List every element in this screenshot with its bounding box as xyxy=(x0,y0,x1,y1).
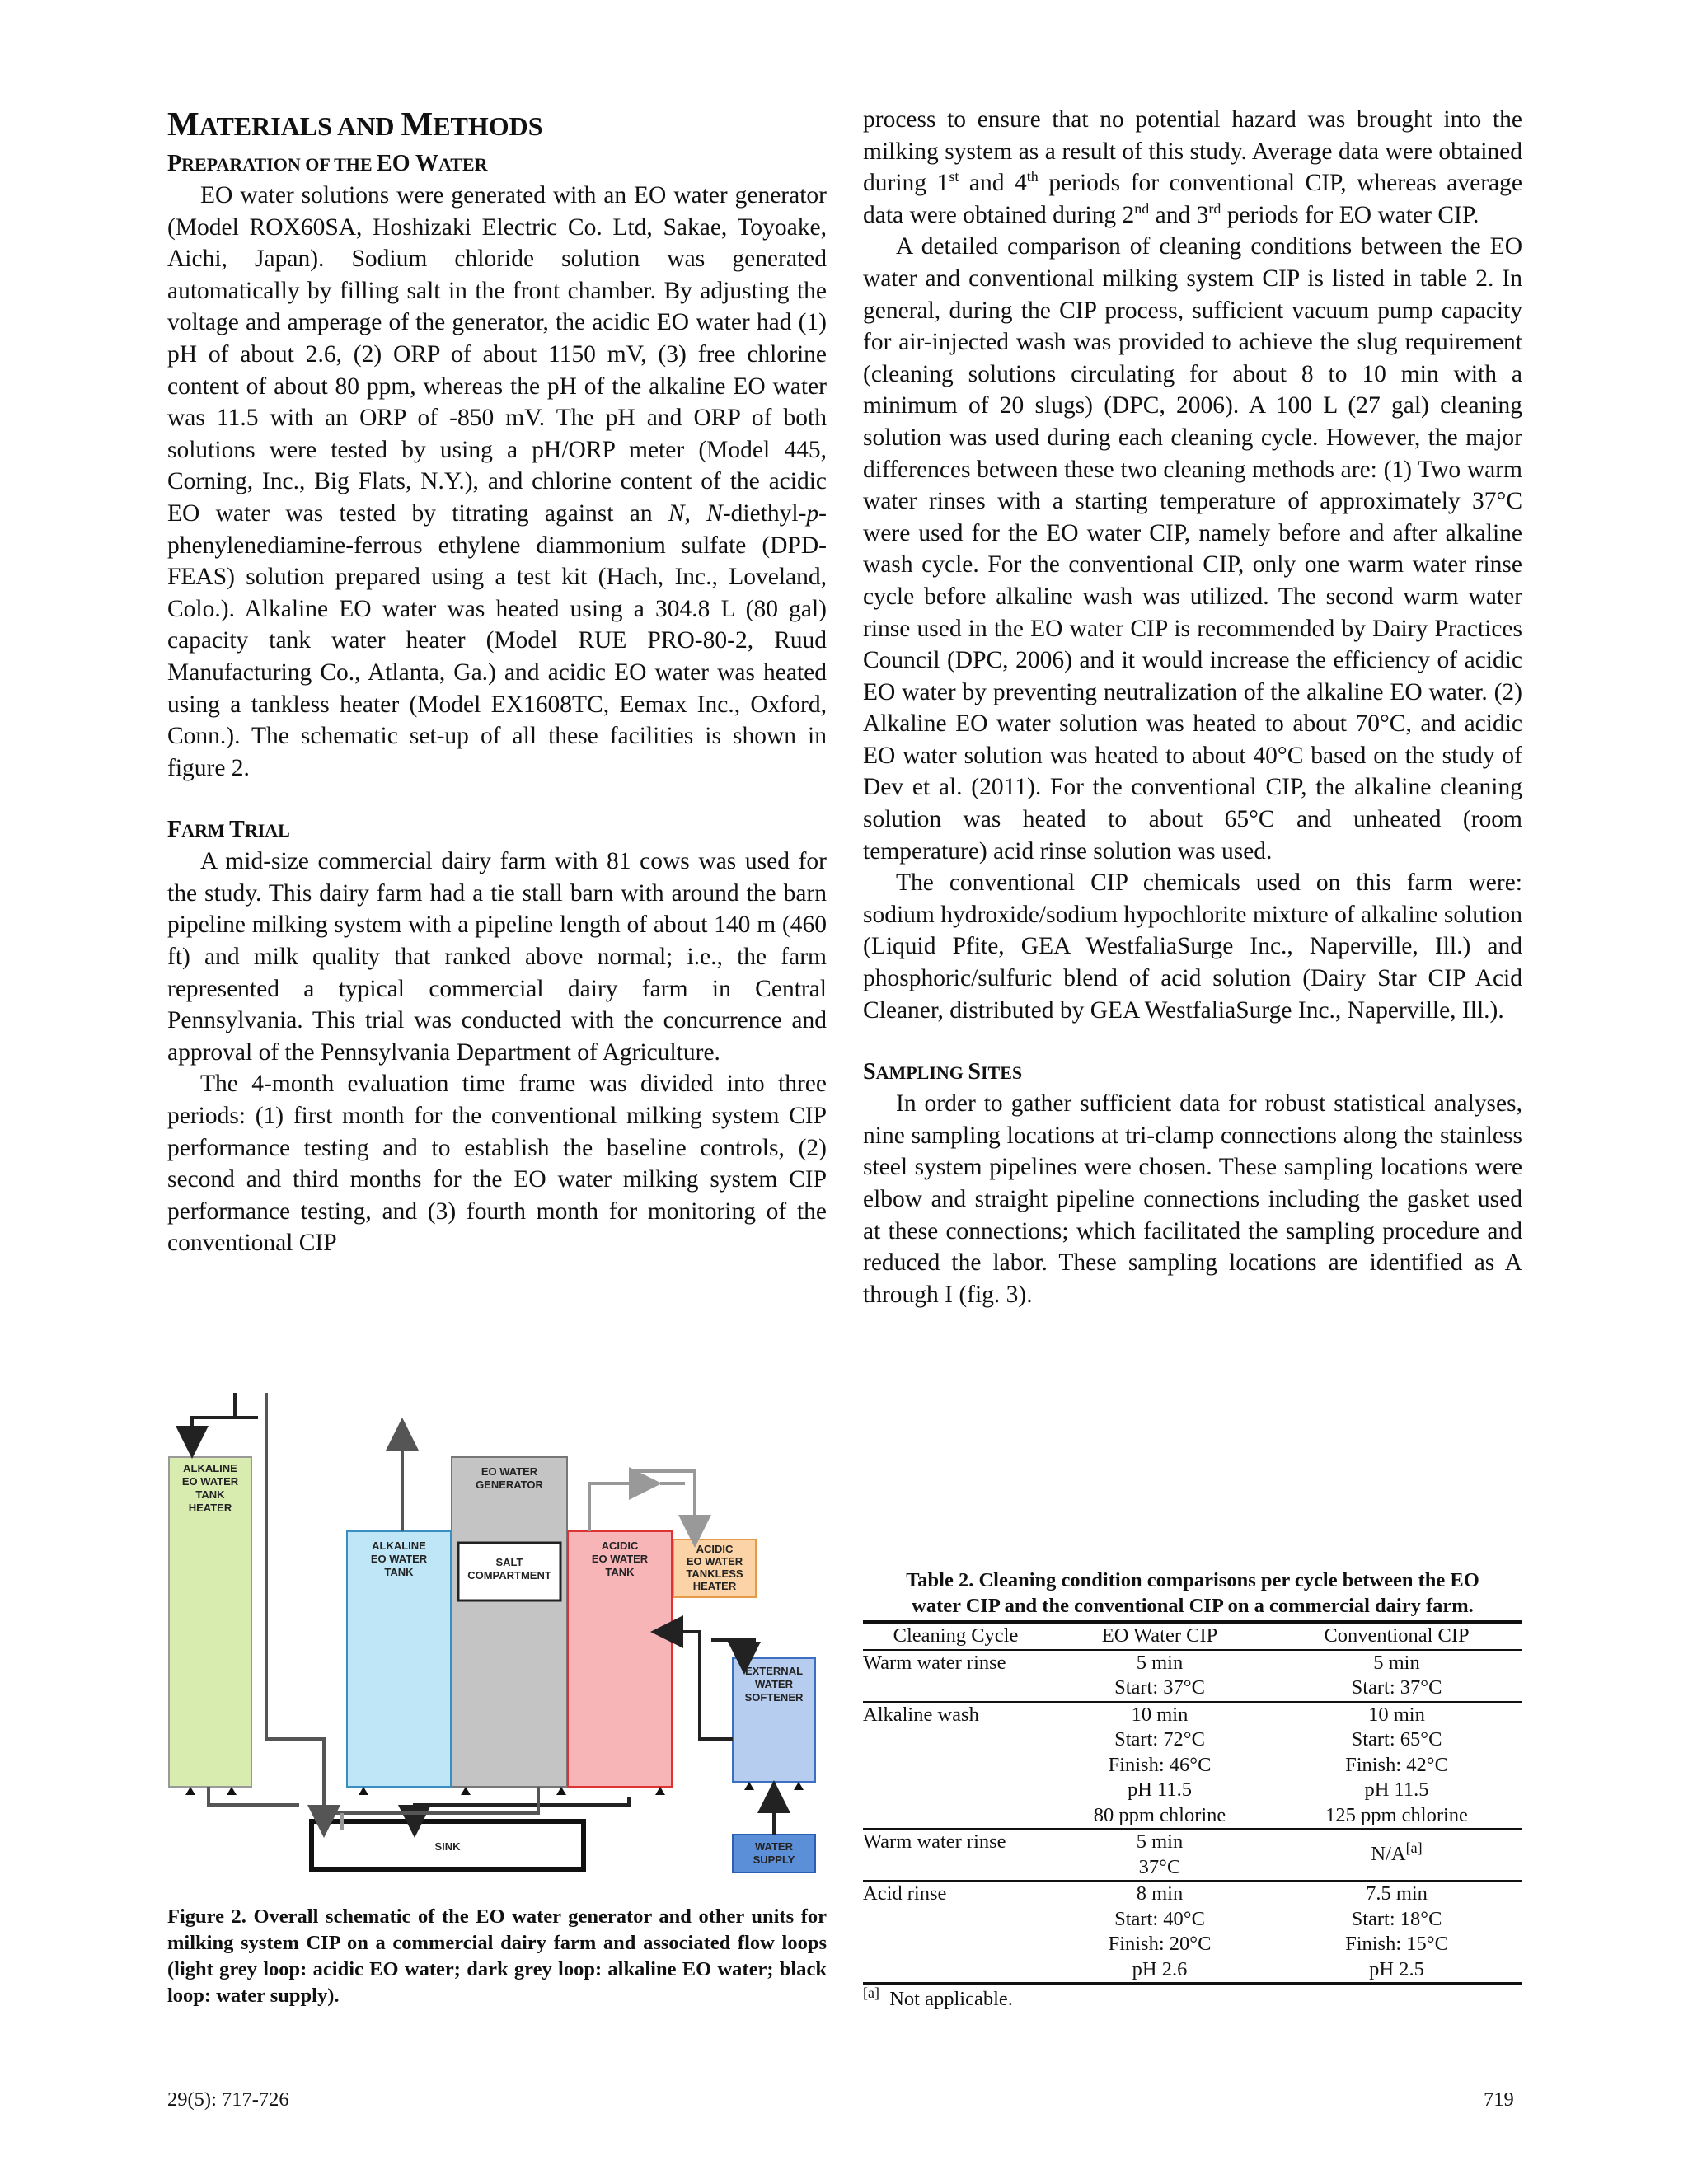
table-row: Alkaline wash 10 min Start: 72°C Finish: 46°C pH 11.5 80 ppm chlorine 10 min Start: 65°C Finish: 42°C pH 11.5 125 ppm chlorine xyxy=(863,1702,1522,1830)
svg-text:ACIDIC: ACIDIC xyxy=(601,1540,639,1552)
svg-text:SALT: SALT xyxy=(495,1556,523,1568)
svg-text:ACIDIC: ACIDIC xyxy=(696,1543,734,1555)
svg-text:SINK: SINK xyxy=(434,1840,461,1853)
paragraph-farm-trial: A mid-size commercial dairy farm with 81 cows was used for the study. This dairy farm had a tie stall barn with around the barn pipeline milking system with a pipeline length of about 140 m (460 ft) and milk quality that ranked above normal; i.e., the farm represented a typical commercial dairy farm in Central Pennsylvania. This trial was conducted with the concurrence and approval of the Pennsylvania Department of Agriculture. xyxy=(167,848,827,1066)
paragraph-eo-water: EO water solutions were generated with an EO water generator (Model ROX60SA, Hoshizaki Electric Co. Ltd, Sakae, Toyoake, Aichi, Japan). Sodium chloride solution was generated automatically by filling salt in the front chamber. By adjusting the voltage and amperage of the generator, the acidic EO water had (1) pH of about 2.6, (2) ORP of about 1150 mV, (3) free chlorine content of about 80 ppm, whereas the pH of the alkaline EO water was 11.5 with an ORP of -850 mV. The pH and ORP of both solutions were tested by using a pH/ORP meter (Model 445, Corning, Inc., Big Flats, N.Y.), and chlorine content of the acidic EO water was tested by titrating against an N, N-diethyl-p-phenylenediamine-ferrous ethylene diammonium sulfate (DPD-FEAS) solution prepared using a test kit (Hach, Inc., Loveland, Colo.). Alkaline EO water was heated using a 304.8 L (80 gal) capacity tank water heater (Model RUE PRO-80-2, Ruud Manufacturing Co., Atlanta, Ga.) and acidic EO water was heated using a tankless heater (Model EX1608TC, Eemax Inc., Oxford, Conn.). The schematic set-up of all these facilities is shown in figure 2. xyxy=(167,182,827,781)
header-conventional-cip: Conventional CIP xyxy=(1324,1624,1470,1647)
table-header-row xyxy=(863,1622,1522,1650)
svg-text:HEATER: HEATER xyxy=(692,1580,737,1592)
water-supply xyxy=(733,1835,815,1872)
header-eo-water-cip: EO Water CIP xyxy=(1101,1624,1218,1647)
external-water-softener xyxy=(733,1658,815,1782)
svg-text:GENERATOR: GENERATOR xyxy=(476,1479,543,1491)
svg-text:HEATER: HEATER xyxy=(188,1502,232,1514)
figure-caption: Figure 2. Overall schematic of the EO water generator and other units for milking system CIP on a commercial dairy farm and associated flow loops (light grey loop: acidic EO water; dark grey loop: alkaline EO water; black loop: water supply). xyxy=(167,1905,827,2007)
svg-text:TANKLESS: TANKLESS xyxy=(686,1568,743,1580)
alkaline-eo-water-tank xyxy=(347,1531,451,1787)
figure-2-schematic xyxy=(167,1393,835,1887)
svg-text:EO WATER: EO WATER xyxy=(481,1465,538,1478)
subsection-title-farm-trial: FARM TRIAL xyxy=(167,817,290,843)
page-number: 719 xyxy=(1484,2088,1514,2111)
subsection-title-eo-water: PREPARATION OF THE EO WATER xyxy=(167,151,488,176)
paragraph-periods: process to ensure that no potential hazard was brought into the milking system as a result of this study. Average data were obtained during 1st and 4th periods for conventional CIP, whereas average data were obtained during 2nd and 3rd periods for EO water CIP. xyxy=(863,106,1522,228)
cleaning-condition-table xyxy=(863,1620,1522,1985)
paragraph-sampling: In order to gather sufficient data for robust statistical analyses, nine sampling locations at tri-clamp connections along the stainless steel system pipelines were chosen. These sampling locations were elbow and straight pipeline connections including the gasket used at these connections; which facilitated the sampling procedure and reduced the labor. These sampling locations are identified as A through I (fig. 3). xyxy=(863,1090,1522,1308)
section-title: MATERIALS AND METHODS xyxy=(167,105,543,143)
svg-text:ALKALINE: ALKALINE xyxy=(372,1540,426,1552)
header-cleaning-cycle: Cleaning Cycle xyxy=(893,1624,1019,1647)
svg-text:COMPARTMENT: COMPARTMENT xyxy=(467,1569,551,1582)
footer-citation: 29(5): 717-726 xyxy=(167,2088,289,2111)
table-2 xyxy=(863,1568,1522,2011)
svg-text:WATER: WATER xyxy=(755,1840,793,1853)
table-footnote: [a] Not applicable. xyxy=(863,1984,1013,2010)
svg-text:EO WATER: EO WATER xyxy=(181,1475,239,1488)
paragraph-comparison: A detailed comparison of cleaning conditions between the EO water and conventional milking system CIP is listed in table 2. In general, during the CIP process, sufficient vacuum pump capacity for air-injected wash was provided to achieve the slug requirement (cleaning solutions circulating for about 8 to 10 min with a minimum of 20 slugs) (DPC, 2006). A 100 L (27 gal) cleaning solution was used during each cleaning cycle. However, the major differences between these two cleaning methods are: (1) Two warm water rinses with a starting temperature of approximately 37°C were used for the EO water CIP, namely before and after alkaline wash cycle. For the conventional CIP, only one warm water rinse cycle before alkaline wash was utilized. The second warm water rinse used in the EO water CIP is recommended by Dairy Practices Council (DPC, 2006) and it would increase the efficiency of acidic EO water by preventing neutralization of the alkaline EO water. (2) Alkaline EO water solution was heated to about 70°C, and acidic EO water solution was heated to about 40°C based on the study of Dev et al. (2011). For the conventional CIP, the alkaline cleaning solution was heated to about 65°C and unheated (room temperature) acid rinse solution was used. xyxy=(863,233,1522,865)
svg-text:EXTERNAL: EXTERNAL xyxy=(744,1665,804,1677)
left-column xyxy=(167,104,827,1259)
subsection-title-sampling-sites: SAMPLING SITES xyxy=(863,1059,1023,1085)
svg-text:EO WATER: EO WATER xyxy=(591,1553,649,1565)
svg-text:TANK: TANK xyxy=(195,1488,225,1501)
table-row: Acid rinse 8 min Start: 40°C Finish: 20°C pH 2.6 7.5 min Start: 18°C Finish: 15°C pH 2.5 xyxy=(863,1881,1522,1984)
salt-compartment xyxy=(458,1543,560,1601)
acidic-eo-water-tank xyxy=(568,1531,672,1787)
svg-text:TANK: TANK xyxy=(384,1566,414,1578)
svg-text:EO WATER: EO WATER xyxy=(686,1555,743,1568)
table-row: Warm water rinse 5 min Start: 37°C 5 min Start: 37°C xyxy=(863,1650,1522,1702)
right-column xyxy=(863,104,1522,1310)
svg-text:SOFTENER: SOFTENER xyxy=(744,1691,804,1704)
table-row: Warm water rinse 5 min 37°C N/A[a] xyxy=(863,1829,1522,1881)
schematic-diagram xyxy=(167,1393,835,1887)
svg-text:WATER: WATER xyxy=(755,1678,793,1690)
svg-text:EO WATER: EO WATER xyxy=(370,1553,428,1565)
svg-text:TANK: TANK xyxy=(605,1566,635,1578)
table-caption: Table 2. Cleaning condition comparisons per cycle between the EO water CIP and the conventional CIP on a commercial dairy farm. xyxy=(906,1569,1479,1617)
paragraph-evaluation-time: The 4-month evaluation time frame was divided into three periods: (1) first month for the conventional milking system CIP performance testing and to establish the baseline controls, (2) second and third months for the EO water milking system CIP performance testing, and (3) fourth month for monitoring of the conventional CIP xyxy=(167,1071,827,1257)
paragraph-chemicals: The conventional CIP chemicals used on this farm were: sodium hydroxide/sodium hypochlorite mixture of alkaline solution (Liquid Pfite, GEA WestfaliaSurge Inc., Naperville, Ill.) and phosphoric/sulfuric blend of acid solution (Dairy Star CIP Acid Cleaner, distributed by GEA WestfaliaSurge Inc., Naperville, Ill.). xyxy=(863,869,1522,1024)
sink xyxy=(312,1821,584,1869)
svg-text:SUPPLY: SUPPLY xyxy=(753,1854,795,1866)
alkaline-eo-water-tank-heater xyxy=(169,1457,251,1787)
svg-text:ALKALINE: ALKALINE xyxy=(183,1462,237,1474)
acidic-eo-water-tankless-heater xyxy=(673,1540,756,1597)
eo-water-generator xyxy=(452,1457,567,1787)
